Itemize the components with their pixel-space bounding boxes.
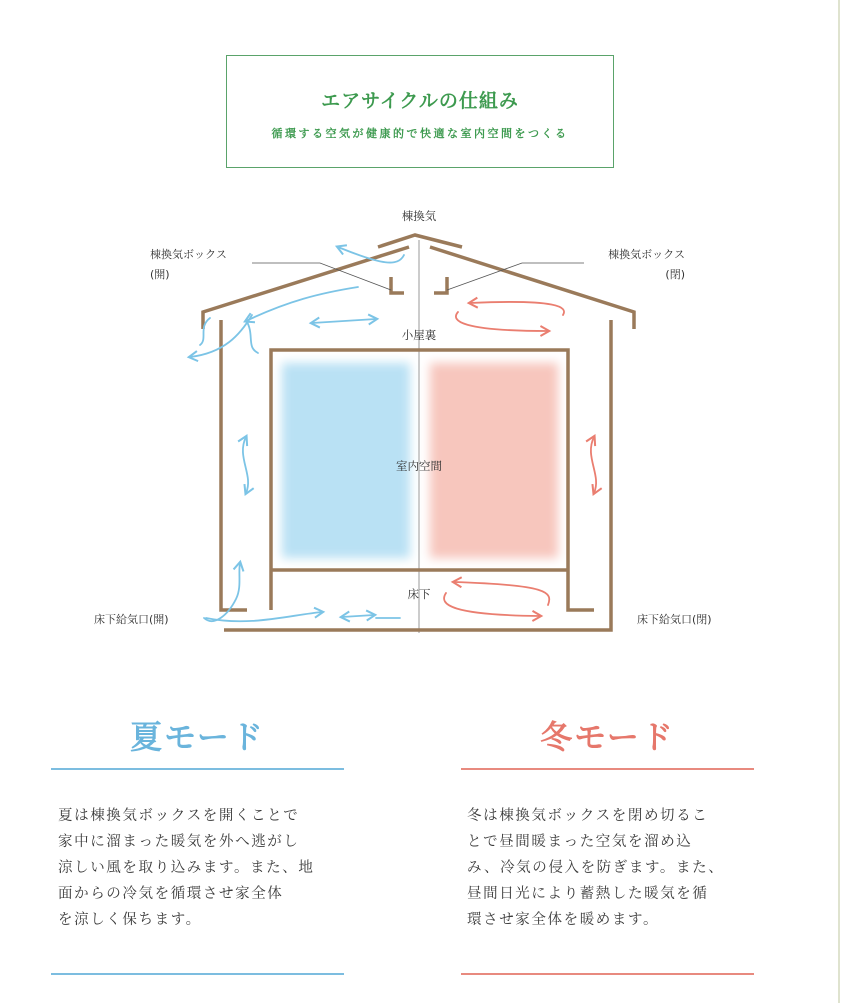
label-ridge-vent: 棟換気 [401,209,437,223]
label-box-left-state: (開) [150,268,170,281]
summer-room-fill [282,363,410,558]
title-box [226,55,614,168]
label-box-left: 棟換気ボックス [150,248,227,261]
winter-line: とで昼間暖まった空気を溜め込 [467,834,693,850]
winter-line: 昼間日光により蓄熱した暖気を循 [467,886,709,902]
label-attic: 小屋裏 [401,328,437,342]
summer-line: 面からの冷気を循環させ家全体 [58,886,284,902]
summer-top-rule [51,768,344,770]
winter-line: 冬は棟換気ボックスを閉め切るこ [467,808,709,824]
summer-line: 家中に溜まった暖気を外へ逃がし [58,834,300,850]
label-box-right-state: (閉) [665,268,685,281]
winter-line: 環させ家全体を暖めます。 [467,912,660,928]
summer-bottom-rule [51,973,344,975]
summer-mode-title: 夏モード [130,718,265,756]
winter-bottom-rule [461,973,754,975]
label-floor-vent-left: 床下給気口(開) [94,613,169,626]
label-floor-vent-right: 床下給気口(閉) [637,613,712,626]
air-cycle-diagram [0,185,849,645]
leader-lines [252,263,584,290]
label-underfloor: 床下 [407,587,431,601]
label-room: 室内空間 [396,459,442,473]
diagram-subtitle: 循環する空気が健康的で快適な室内空間をつくる [271,127,569,140]
winter-top-rule [461,768,754,770]
winter-description [467,803,767,933]
label-box-right: 棟換気ボックス [608,248,685,261]
winter-room-fill [430,363,558,558]
summer-description [58,803,358,933]
diagram-title: エアサイクルの仕組み [321,90,519,112]
winter-line: み、冷気の侵入を防ぎます。また、 [467,860,725,876]
winter-mode-title: 冬モード [540,718,675,756]
summer-line: を涼しく保ちます。 [58,912,202,928]
summer-line: 夏は棟換気ボックスを開くことで [58,808,300,824]
summer-line: 涼しい風を取り込みます。また、地 [58,860,315,876]
